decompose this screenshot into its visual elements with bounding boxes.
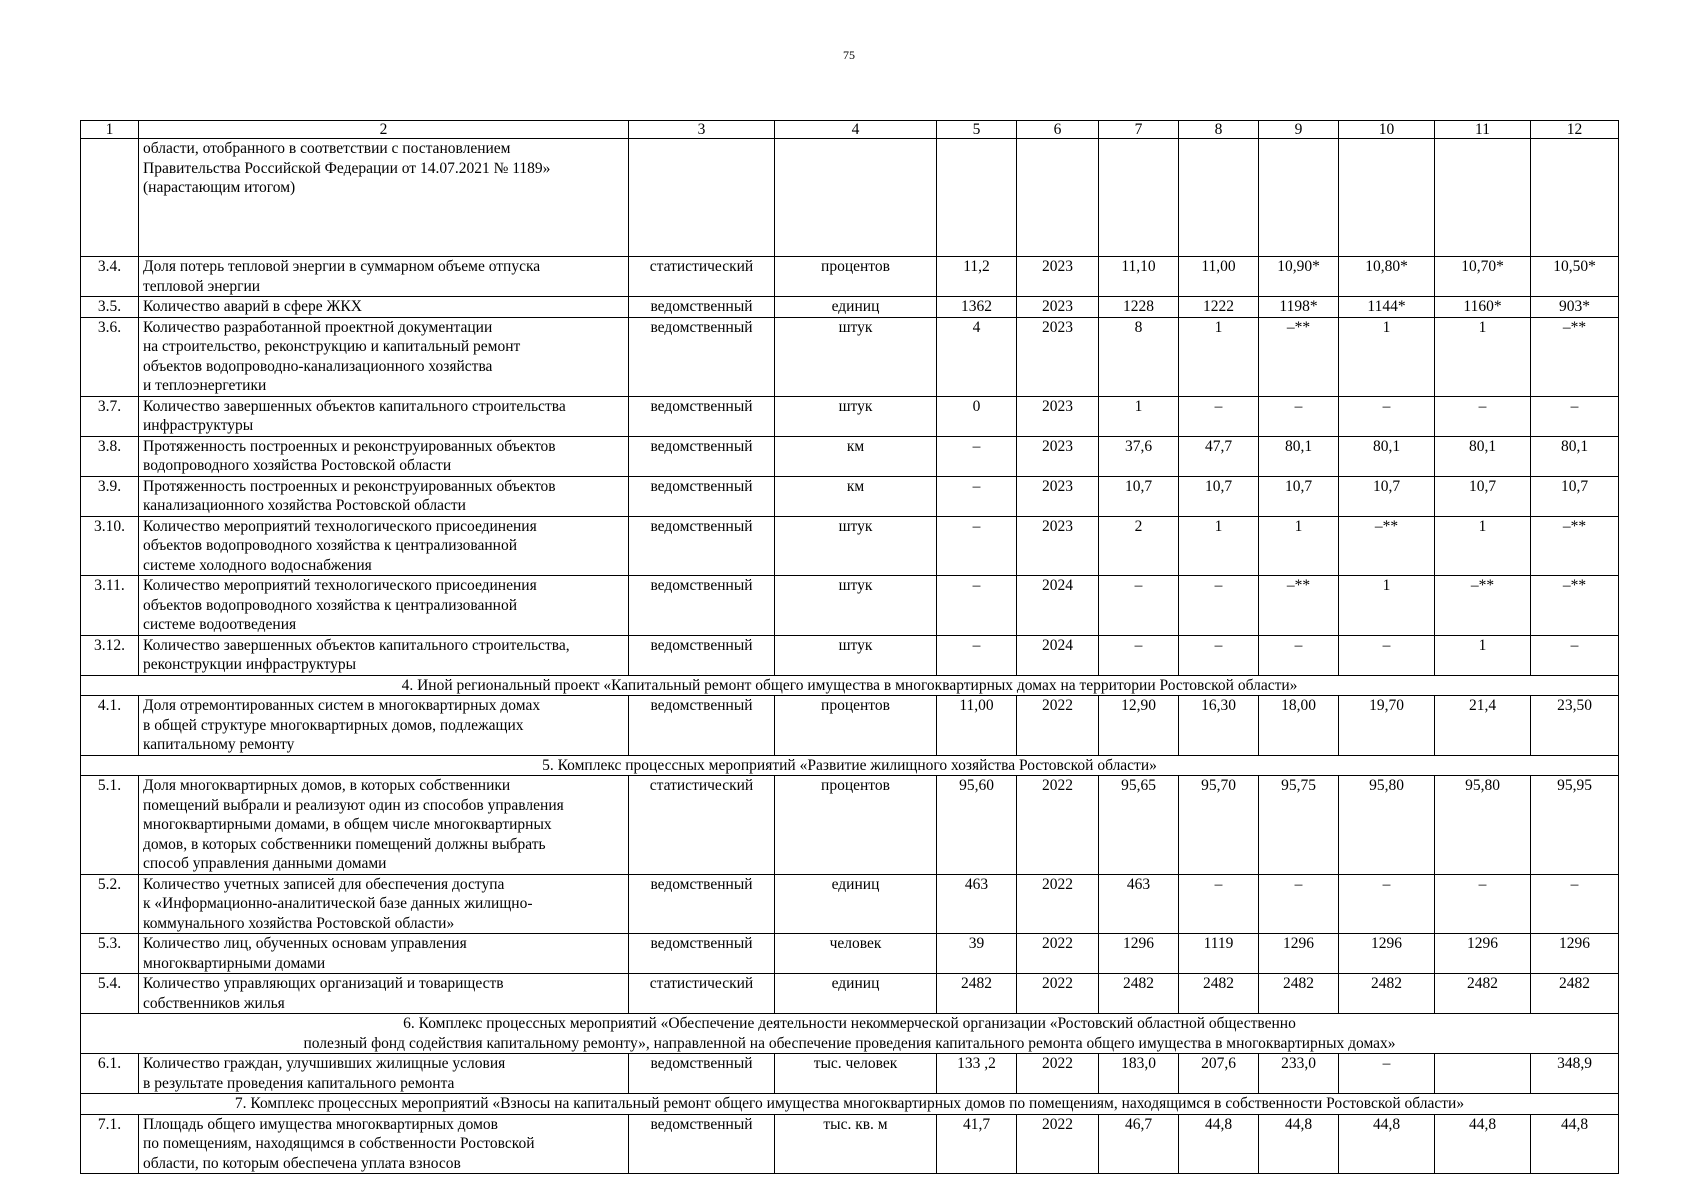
value-cell-col-7: 95,65: [1099, 776, 1179, 875]
data-source: статистический: [629, 257, 775, 297]
row-number: 5.3.: [81, 934, 139, 974]
value-cell-col-10: 2482: [1339, 974, 1435, 1014]
section-title: [81, 1014, 1619, 1054]
section-title-line: 5. Комплекс процессных мероприятий «Развитие жилищного хозяйства Ростовской области»: [542, 756, 1157, 774]
indicator-name: [139, 974, 629, 1014]
value-cell-col-10: 95,80: [1339, 776, 1435, 875]
value-cell-col-7: 1228: [1099, 297, 1179, 318]
indicator-name-line: Протяженность построенных и реконструированных объектов: [143, 477, 556, 495]
indicator-name-line: Доля потерь тепловой энергии в суммарном объеме отпуска: [143, 258, 541, 275]
indicator-name-line: многоквартирными домами: [143, 954, 326, 972]
value-cell-col-8: 1222: [1179, 297, 1259, 318]
value-cell-col-5: 95,60: [937, 776, 1017, 875]
value-cell-col-11: 44,8: [1435, 1114, 1531, 1174]
value-cell-col-12: [1531, 139, 1619, 257]
value-cell-col-11: 1296: [1435, 934, 1531, 974]
indicator-name-line: и теплоэнергетики: [143, 377, 267, 394]
value-cell-col-6: 2022: [1017, 1114, 1099, 1174]
value-cell-col-7: 1: [1099, 396, 1179, 436]
unit: процентов: [775, 696, 937, 756]
value-cell-col-8: 1119: [1179, 934, 1259, 974]
data-source: ведомственный: [629, 297, 775, 318]
value-cell-col-11: 80,1: [1435, 436, 1531, 476]
row-number: 3.9.: [81, 476, 139, 516]
value-cell-col-7: 12,90: [1099, 696, 1179, 756]
table-row: [81, 1114, 1619, 1174]
value-cell-col-11: –**: [1435, 576, 1531, 636]
value-cell-col-5: 11,2: [937, 257, 1017, 297]
value-cell-col-7: 2: [1099, 516, 1179, 576]
indicator-name: [139, 1054, 629, 1094]
value-cell-col-7: 2482: [1099, 974, 1179, 1014]
value-cell-col-9: –**: [1259, 317, 1339, 396]
value-cell-col-5: –: [937, 476, 1017, 516]
value-cell-col-11: 95,80: [1435, 776, 1531, 875]
row-number: 3.7.: [81, 396, 139, 436]
header-cell-1: 1: [81, 121, 139, 139]
value-cell-col-5: –: [937, 576, 1017, 636]
value-cell-col-11: 1: [1435, 516, 1531, 576]
value-cell-col-12: –**: [1531, 576, 1619, 636]
value-cell-col-6: 2022: [1017, 934, 1099, 974]
value-cell-col-7: –: [1099, 576, 1179, 636]
indicator-name: [139, 476, 629, 516]
value-cell-col-12: 10,7: [1531, 476, 1619, 516]
value-cell-col-8: 11,00: [1179, 257, 1259, 297]
value-cell-col-9: 2482: [1259, 974, 1339, 1014]
value-cell-col-7: 46,7: [1099, 1114, 1179, 1174]
table-row: [81, 516, 1619, 576]
indicator-name: [139, 436, 629, 476]
table-row: [81, 396, 1619, 436]
data-source: ведомственный: [629, 934, 775, 974]
indicator-name-line: системе водоотведения: [143, 616, 297, 633]
value-cell-col-5: –: [937, 436, 1017, 476]
header-cell-11: 11: [1435, 121, 1531, 139]
value-cell-col-11: 21,4: [1435, 696, 1531, 756]
value-cell-col-5: 133 ,2: [937, 1054, 1017, 1094]
table-row: [81, 139, 1619, 257]
data-source: ведомственный: [629, 635, 775, 675]
value-cell-col-6: 2023: [1017, 476, 1099, 516]
value-cell-col-12: 348,9: [1531, 1054, 1619, 1094]
indicator-name-line: по помещениям, находящимся в собственности Ростовской: [143, 1135, 535, 1152]
indicator-name-line: (нарастающим итогом): [143, 179, 296, 196]
value-cell-col-9: 10,7: [1259, 476, 1339, 516]
data-source: ведомственный: [629, 874, 775, 934]
value-cell-col-9: 1198*: [1259, 297, 1339, 318]
value-cell-col-8: –: [1179, 396, 1259, 436]
data-source: ведомственный: [629, 317, 775, 396]
unit: км: [775, 436, 937, 476]
table-row: [81, 934, 1619, 974]
row-number: 6.1.: [81, 1054, 139, 1094]
value-cell-col-12: 2482: [1531, 974, 1619, 1014]
row-number: 3.4.: [81, 257, 139, 297]
section-title: [81, 675, 1619, 696]
value-cell-col-5: 39: [937, 934, 1017, 974]
indicator-name-line: многоквартирными домами, в общем числе многоквартирных: [143, 816, 552, 833]
unit: процентов: [775, 776, 937, 875]
indicator-name: [139, 317, 629, 396]
value-cell-col-12: 95,95: [1531, 776, 1619, 875]
value-cell-col-12: –**: [1531, 317, 1619, 396]
value-cell-col-5: 41,7: [937, 1114, 1017, 1174]
header-cell-9: 9: [1259, 121, 1339, 139]
value-cell-col-9: –: [1259, 396, 1339, 436]
value-cell-col-6: 2023: [1017, 516, 1099, 576]
value-cell-col-7: 8: [1099, 317, 1179, 396]
indicator-name-line: способ управления данными домами: [143, 855, 387, 872]
unit: штук: [775, 516, 937, 576]
indicator-name-line: домов, в которых собственники помещений должны выбрать: [143, 835, 546, 853]
value-cell-col-7: 1296: [1099, 934, 1179, 974]
value-cell-col-12: –**: [1531, 516, 1619, 576]
row-number: 3.11.: [81, 576, 139, 636]
row-number: [81, 139, 139, 257]
section-row: [81, 1094, 1619, 1115]
section-row: [81, 755, 1619, 776]
unit: единиц: [775, 297, 937, 318]
value-cell-col-12: 10,50*: [1531, 257, 1619, 297]
value-cell-col-10: 10,80*: [1339, 257, 1435, 297]
value-cell-col-10: –: [1339, 874, 1435, 934]
value-cell-col-6: 2022: [1017, 974, 1099, 1014]
value-cell-col-11: –: [1435, 396, 1531, 436]
section-title-line: полезный фонд содействия капитальному ремонту», направленной на обеспечение проведения капитального ремонта общего имущества в многоквартирных домах»: [303, 1034, 1396, 1052]
header-cell-6: 6: [1017, 121, 1099, 139]
value-cell-col-9: 80,1: [1259, 436, 1339, 476]
row-number: 3.5.: [81, 297, 139, 318]
indicator-name-line: Количество мероприятий технологического присоединения: [143, 517, 537, 535]
header-cell-5: 5: [937, 121, 1017, 139]
data-source: ведомственный: [629, 516, 775, 576]
indicator-name-line: капитальному ремонту: [143, 736, 295, 753]
value-cell-col-7: 463: [1099, 874, 1179, 934]
row-number: 4.1.: [81, 696, 139, 756]
value-cell-col-5: [937, 139, 1017, 257]
section-title-line: 7. Комплекс процессных мероприятий «Взносы на капитальный ремонт общего имущества многоквартирных домов по помещениям, находящимся в собственности Ростовской области»: [234, 1095, 1465, 1112]
value-cell-col-12: –: [1531, 635, 1619, 675]
value-cell-col-11: 1: [1435, 635, 1531, 675]
value-cell-col-6: 2023: [1017, 257, 1099, 297]
header-cell-10: 10: [1339, 121, 1435, 139]
value-cell-col-11: 1160*: [1435, 297, 1531, 318]
indicator-name: [139, 297, 629, 318]
value-cell-col-10: 80,1: [1339, 436, 1435, 476]
value-cell-col-5: 4: [937, 317, 1017, 396]
value-cell-col-7: 11,10: [1099, 257, 1179, 297]
indicator-name-line: Количество завершенных объектов капитального строительства,: [143, 636, 570, 654]
section-row: [81, 675, 1619, 696]
value-cell-col-9: [1259, 139, 1339, 257]
indicator-name: [139, 396, 629, 436]
value-cell-col-6: 2024: [1017, 635, 1099, 675]
header-cell-7: 7: [1099, 121, 1179, 139]
value-cell-col-5: 11,00: [937, 696, 1017, 756]
value-cell-col-5: 2482: [937, 974, 1017, 1014]
value-cell-col-8: 2482: [1179, 974, 1259, 1014]
value-cell-col-7: 183,0: [1099, 1054, 1179, 1094]
unit: единиц: [775, 974, 937, 1014]
indicator-name-line: объектов водопроводного хозяйства к централизованной: [143, 596, 517, 614]
table-row: [81, 1054, 1619, 1094]
value-cell-col-11: 10,7: [1435, 476, 1531, 516]
indicator-name-line: в результате проведения капитального ремонта: [143, 1074, 455, 1092]
value-cell-col-8: 44,8: [1179, 1114, 1259, 1174]
row-number: 3.12.: [81, 635, 139, 675]
data-source: ведомственный: [629, 436, 775, 476]
indicator-name-line: Количество граждан, улучшивших жилищные условия: [143, 1055, 506, 1072]
indicator-name-line: Количество завершенных объектов капитального строительства: [143, 397, 566, 415]
indicator-name-line: к «Информационно-аналитической базе данных жилищно-: [143, 895, 533, 912]
row-number: 5.1.: [81, 776, 139, 875]
indicator-name-line: собственников жилья: [143, 994, 285, 1012]
value-cell-col-11: 2482: [1435, 974, 1531, 1014]
value-cell-col-11: [1435, 139, 1531, 257]
value-cell-col-10: –: [1339, 635, 1435, 675]
value-cell-col-9: –**: [1259, 576, 1339, 636]
value-cell-col-10: –**: [1339, 516, 1435, 576]
row-number: 5.4.: [81, 974, 139, 1014]
indicator-name: [139, 139, 629, 257]
unit: штук: [775, 576, 937, 636]
indicator-name-line: коммунального хозяйства Ростовской области»: [143, 914, 455, 932]
header-cell-4: 4: [775, 121, 937, 139]
value-cell-col-8: –: [1179, 635, 1259, 675]
row-number: 3.10.: [81, 516, 139, 576]
indicator-name-line: Правительства Российской Федерации от 14.07.2021 № 1189»: [143, 159, 551, 177]
value-cell-col-11: –: [1435, 874, 1531, 934]
indicator-name-line: Количество мероприятий технологического присоединения: [143, 577, 537, 594]
table-row: [81, 974, 1619, 1014]
section-title: [81, 1094, 1619, 1115]
value-cell-col-10: 44,8: [1339, 1114, 1435, 1174]
indicator-name: [139, 257, 629, 297]
header-cell-3: 3: [629, 121, 775, 139]
value-cell-col-11: 1: [1435, 317, 1531, 396]
data-source: ведомственный: [629, 1114, 775, 1174]
unit: штук: [775, 317, 937, 396]
data-source: статистический: [629, 974, 775, 1014]
value-cell-col-8: 1: [1179, 317, 1259, 396]
indicator-name-line: Доля многоквартирных домов, в которых собственники: [143, 777, 511, 794]
indicator-name-line: области, по которым обеспечена уплата взносов: [143, 1154, 461, 1172]
row-number: 3.6.: [81, 317, 139, 396]
value-cell-col-9: –: [1259, 874, 1339, 934]
unit: штук: [775, 396, 937, 436]
value-cell-col-12: –: [1531, 396, 1619, 436]
value-cell-col-8: –: [1179, 874, 1259, 934]
indicator-name-line: Доля отремонтированных систем в многоквартирных домах: [143, 697, 541, 714]
indicator-name: [139, 516, 629, 576]
row-number: 3.8.: [81, 436, 139, 476]
value-cell-col-8: 1: [1179, 516, 1259, 576]
table-row: [81, 436, 1619, 476]
indicator-name: [139, 874, 629, 934]
value-cell-col-6: 2024: [1017, 576, 1099, 636]
table-row: [81, 297, 1619, 318]
section-title-line: 6. Комплекс процессных мероприятий «Обеспечение деятельности некоммерческой организации «Ростовский областной общественно: [403, 1015, 1296, 1032]
indicator-name-line: Количество управляющих организаций и товариществ: [143, 975, 504, 992]
unit: км: [775, 476, 937, 516]
value-cell-col-6: [1017, 139, 1099, 257]
value-cell-col-5: 1362: [937, 297, 1017, 318]
indicator-name: [139, 635, 629, 675]
indicator-name: [139, 934, 629, 974]
value-cell-col-7: [1099, 139, 1179, 257]
value-cell-col-10: 1: [1339, 317, 1435, 396]
value-cell-col-9: 95,75: [1259, 776, 1339, 875]
value-cell-col-12: –: [1531, 874, 1619, 934]
value-cell-col-7: 10,7: [1099, 476, 1179, 516]
value-cell-col-8: 47,7: [1179, 436, 1259, 476]
value-cell-col-12: 44,8: [1531, 1114, 1619, 1174]
data-source: ведомственный: [629, 396, 775, 436]
value-cell-col-5: –: [937, 516, 1017, 576]
value-cell-col-9: 18,00: [1259, 696, 1339, 756]
value-cell-col-5: 0: [937, 396, 1017, 436]
unit: тыс. человек: [775, 1054, 937, 1094]
unit: процентов: [775, 257, 937, 297]
indicator-name-line: системе холодного водоснабжения: [143, 556, 372, 574]
indicator-name-line: тепловой энергии: [143, 277, 261, 295]
value-cell-col-12: 80,1: [1531, 436, 1619, 476]
page-number: 75: [843, 48, 855, 62]
value-cell-col-6: 2023: [1017, 317, 1099, 396]
section-title: [81, 755, 1619, 776]
table-row: [81, 635, 1619, 675]
data-source: статистический: [629, 776, 775, 875]
header-cell-12: 12: [1531, 121, 1619, 139]
value-cell-col-10: –: [1339, 396, 1435, 436]
header-row: [81, 121, 1619, 139]
value-cell-col-9: 233,0: [1259, 1054, 1339, 1094]
indicator-name-line: в общей структуре многоквартирных домов, подлежащих: [143, 716, 524, 734]
value-cell-col-10: 1144*: [1339, 297, 1435, 318]
value-cell-col-10: 10,7: [1339, 476, 1435, 516]
value-cell-col-10: –: [1339, 1054, 1435, 1094]
unit: единиц: [775, 874, 937, 934]
indicator-name-line: реконструкции инфраструктуры: [143, 656, 357, 673]
indicator-name-line: на строительство, реконструкцию и капитальный ремонт: [143, 338, 521, 355]
value-cell-col-6: 2023: [1017, 436, 1099, 476]
header-cell-2: 2: [139, 121, 629, 139]
value-cell-col-12: 1296: [1531, 934, 1619, 974]
value-cell-col-5: 463: [937, 874, 1017, 934]
value-cell-col-7: –: [1099, 635, 1179, 675]
indicator-name: [139, 576, 629, 636]
data-source: ведомственный: [629, 696, 775, 756]
header-cell-8: 8: [1179, 121, 1259, 139]
value-cell-col-9: 44,8: [1259, 1114, 1339, 1174]
indicators-table: [80, 120, 1619, 1174]
value-cell-col-7: 37,6: [1099, 436, 1179, 476]
value-cell-col-11: [1435, 1054, 1531, 1094]
section-row: [81, 1014, 1619, 1054]
value-cell-col-12: 903*: [1531, 297, 1619, 318]
table-row: [81, 874, 1619, 934]
indicator-name-line: объектов водопроводно-канализационного хозяйства: [143, 357, 493, 375]
value-cell-col-10: [1339, 139, 1435, 257]
value-cell-col-6: 2023: [1017, 396, 1099, 436]
indicator-name-line: объектов водопроводного хозяйства к централизованной: [143, 537, 517, 554]
value-cell-col-11: 10,70*: [1435, 257, 1531, 297]
indicator-name-line: Площадь общего имущества многоквартирных домов: [143, 1115, 498, 1133]
unit: человек: [775, 934, 937, 974]
value-cell-col-8: 207,6: [1179, 1054, 1259, 1094]
value-cell-col-6: 2022: [1017, 696, 1099, 756]
value-cell-col-10: 1: [1339, 576, 1435, 636]
value-cell-col-8: 10,7: [1179, 476, 1259, 516]
indicator-name-line: инфраструктуры: [143, 417, 254, 434]
value-cell-col-9: 1: [1259, 516, 1339, 576]
table-body: [81, 139, 1619, 1174]
indicator-name-line: Протяженность построенных и реконструированных объектов: [143, 437, 556, 455]
table-row: [81, 576, 1619, 636]
indicator-name-line: водопроводного хозяйства Ростовской области: [143, 457, 452, 474]
indicator-name: [139, 1114, 629, 1174]
table-row: [81, 317, 1619, 396]
value-cell-col-9: 10,90*: [1259, 257, 1339, 297]
indicator-name-line: помещений выбрали и реализуют один из способов управления: [143, 796, 564, 814]
indicator-name: [139, 696, 629, 756]
data-source: [629, 139, 775, 257]
value-cell-col-9: –: [1259, 635, 1339, 675]
data-source: ведомственный: [629, 476, 775, 516]
table-row: [81, 476, 1619, 516]
value-cell-col-8: 95,70: [1179, 776, 1259, 875]
indicator-name-line: Количество аварий в сфере ЖКХ: [143, 298, 362, 315]
value-cell-col-10: 1296: [1339, 934, 1435, 974]
value-cell-col-6: 2022: [1017, 874, 1099, 934]
indicator-name-line: Количество учетных записей для обеспечения доступа: [143, 875, 505, 893]
unit: тыс. кв. м: [775, 1114, 937, 1174]
table-row: [81, 696, 1619, 756]
value-cell-col-8: [1179, 139, 1259, 257]
row-number: 5.2.: [81, 874, 139, 934]
value-cell-col-8: –: [1179, 576, 1259, 636]
value-cell-col-5: –: [937, 635, 1017, 675]
indicator-name-line: Количество разработанной проектной документации: [143, 318, 493, 336]
value-cell-col-6: 2023: [1017, 297, 1099, 318]
value-cell-col-9: 1296: [1259, 934, 1339, 974]
indicator-name: [139, 776, 629, 875]
indicator-name-line: канализационного хозяйства Ростовской области: [143, 497, 466, 514]
value-cell-col-6: 2022: [1017, 776, 1099, 875]
value-cell-col-12: 23,50: [1531, 696, 1619, 756]
row-number: 7.1.: [81, 1114, 139, 1174]
data-source: ведомственный: [629, 576, 775, 636]
table-row: [81, 776, 1619, 875]
data-source: ведомственный: [629, 1054, 775, 1094]
table-row: [81, 257, 1619, 297]
section-title-line: 4. Иной региональный проект «Капитальный ремонт общего имущества в многоквартирных домах на территории Ростовской области»: [401, 676, 1298, 694]
value-cell-col-6: 2022: [1017, 1054, 1099, 1094]
indicator-name-line: Количество лиц, обученных основам управления: [143, 935, 467, 952]
unit: [775, 139, 937, 257]
indicator-name-line: области, отобранного в соответствии с постановлением: [143, 140, 511, 157]
value-cell-col-8: 16,30: [1179, 696, 1259, 756]
unit: штук: [775, 635, 937, 675]
value-cell-col-10: 19,70: [1339, 696, 1435, 756]
